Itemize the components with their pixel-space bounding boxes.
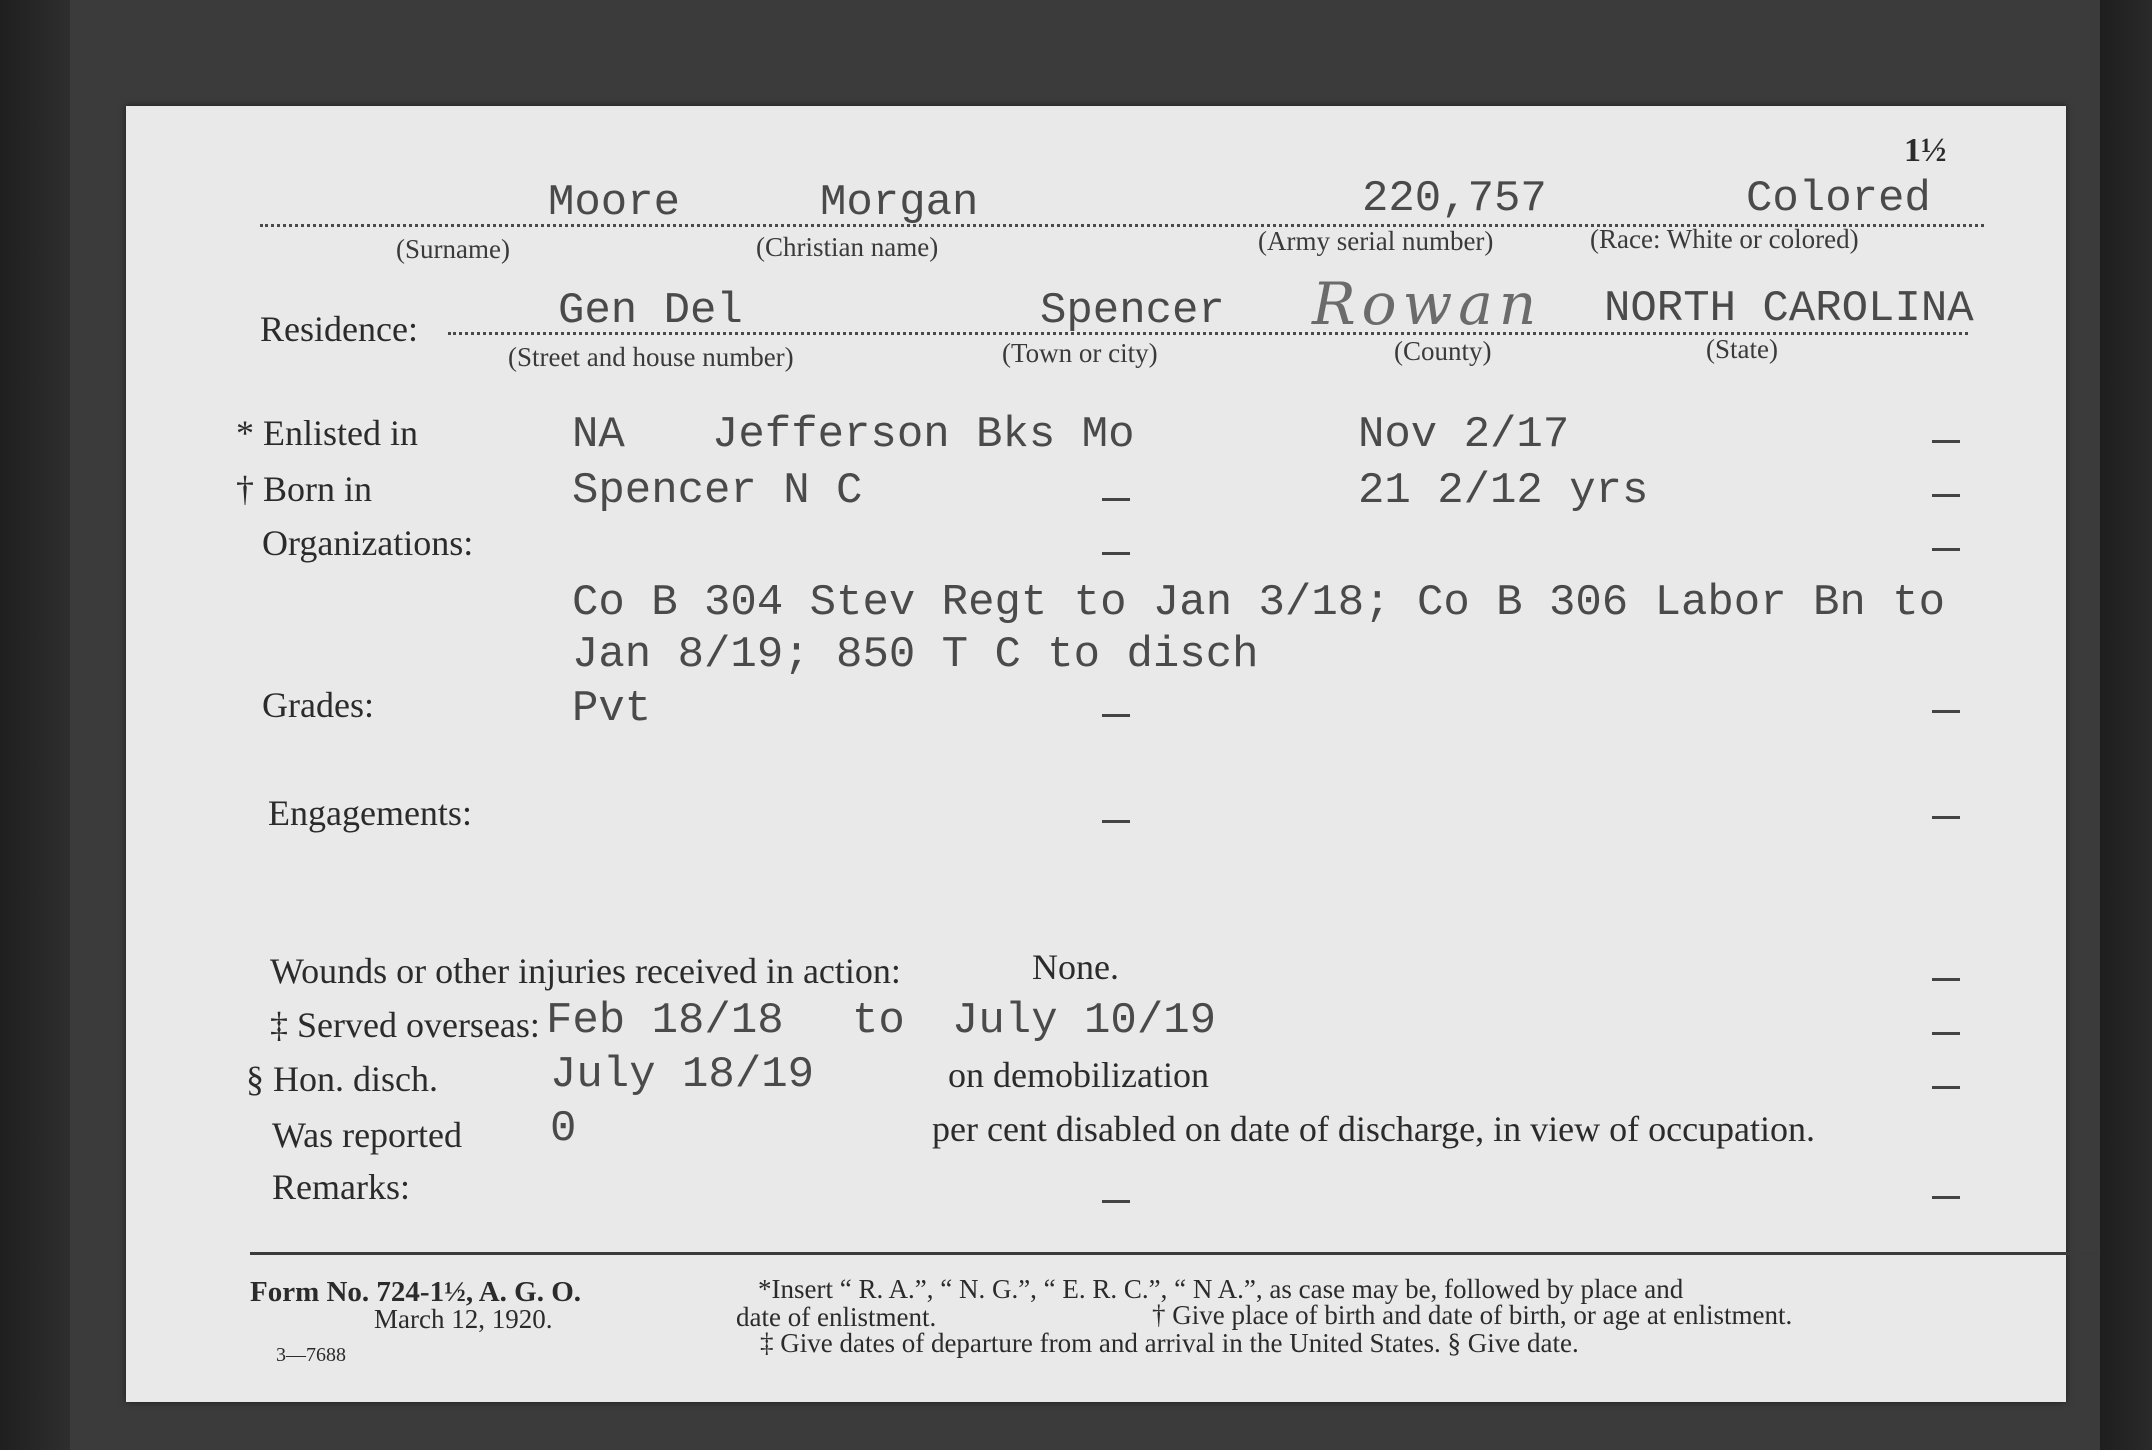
surname-value: Moore bbox=[548, 178, 681, 228]
enlisted-place-value: Jefferson Bks Mo bbox=[712, 410, 1135, 460]
born-place-value: Spencer N C bbox=[572, 466, 863, 516]
organizations-line-1: Co B 304 Stev Regt to Jan 3/18; Co B 306 Labor Bn to bbox=[572, 578, 1946, 628]
footnote-birth: † Give place of birth and date of birth, or age at enlistment. bbox=[1152, 1300, 1793, 1330]
footnote-insert: *Insert “ R. A.”, “ N. G.”, “ E. R. C.”, “ N A.”, as case may be, followed by place and bbox=[758, 1274, 1684, 1304]
engagements-mid-dash bbox=[1102, 820, 1130, 823]
overseas-right-dash bbox=[1932, 1032, 1960, 1035]
organizations-line-2: Jan 8/19; 850 T C to disch bbox=[572, 630, 1259, 680]
race-caption: (Race: White or colored) bbox=[1590, 224, 1859, 254]
wounds-value: None. bbox=[1032, 947, 1119, 987]
engagements-right-dash bbox=[1932, 816, 1960, 819]
served-overseas-label: ‡ Served overseas: bbox=[270, 1005, 540, 1045]
print-number: 3—7688 bbox=[276, 1344, 346, 1366]
hon-disch-label: § Hon. disch. bbox=[246, 1059, 438, 1099]
remarks-right-dash bbox=[1932, 1196, 1960, 1199]
born-age-value: 21 2/12 yrs bbox=[1358, 466, 1649, 516]
organizations-label: Organizations: bbox=[262, 523, 474, 563]
organizations-mid-dash bbox=[1102, 552, 1130, 555]
discharge-right-dash bbox=[1932, 1086, 1960, 1089]
disability-text: per cent disabled on date of discharge, in view of occupation. bbox=[932, 1109, 1816, 1149]
grades-right-dash bbox=[1932, 710, 1960, 713]
grades-value: Pvt bbox=[572, 684, 652, 734]
wounds-right-dash bbox=[1932, 978, 1960, 981]
christian-name-caption: (Christian name) bbox=[756, 232, 939, 262]
scan-border-right bbox=[2100, 0, 2152, 1450]
service-record-card bbox=[126, 106, 2066, 1402]
town-caption: (Town or city) bbox=[1002, 338, 1158, 368]
discharge-date-value: July 18/19 bbox=[550, 1050, 815, 1100]
state-caption: (State) bbox=[1706, 334, 1778, 364]
overseas-to-value: July 10/19 bbox=[952, 996, 1217, 1046]
born-mid-dash bbox=[1102, 498, 1130, 501]
surname-caption: (Surname) bbox=[396, 234, 510, 264]
enlisted-date-value: Nov 2/17 bbox=[1358, 410, 1570, 460]
disability-value: 0 bbox=[550, 1104, 577, 1154]
was-reported-label: Was reported bbox=[272, 1115, 463, 1155]
footnote-overseas-date: ‡ Give dates of departure from and arrival in the United States. § Give date. bbox=[760, 1328, 1579, 1358]
born-right-dash bbox=[1932, 494, 1960, 497]
engagements-label: Engagements: bbox=[268, 793, 472, 833]
christian-name-value: Morgan bbox=[820, 178, 979, 228]
remarks-mid-dash bbox=[1102, 1200, 1130, 1203]
scan-border-left bbox=[0, 0, 70, 1450]
serial-number-caption: (Army serial number) bbox=[1258, 226, 1494, 256]
residence-label: Residence: bbox=[260, 309, 418, 349]
overseas-to-word: to bbox=[852, 996, 905, 1046]
enlisted-component-value: NA bbox=[572, 410, 625, 460]
serial-number-value: 220,757 bbox=[1362, 174, 1547, 224]
race-value: Colored bbox=[1746, 174, 1931, 224]
form-date: March 12, 1920. bbox=[374, 1304, 553, 1334]
remarks-label: Remarks: bbox=[272, 1167, 410, 1207]
born-label: † Born in bbox=[236, 469, 373, 509]
form-number: Form No. 724-1½, A. G. O. bbox=[250, 1276, 582, 1308]
wounds-label: Wounds or other injuries received in action: bbox=[270, 951, 901, 991]
county-caption: (County) bbox=[1394, 336, 1492, 366]
grades-label: Grades: bbox=[262, 685, 374, 725]
residence-county-handwritten: Rowan bbox=[1312, 270, 1543, 338]
footnote-insert-cont: date of enlistment. bbox=[736, 1302, 937, 1332]
residence-street-value: Gen Del bbox=[558, 286, 743, 336]
corner-mark: 1½ bbox=[1904, 132, 1947, 169]
footer-rule bbox=[250, 1252, 2098, 1255]
residence-town-value: Spencer bbox=[1040, 286, 1225, 336]
discharge-note: on demobilization bbox=[948, 1055, 1209, 1095]
enlisted-right-dash bbox=[1932, 440, 1960, 443]
grades-mid-dash bbox=[1102, 714, 1130, 717]
enlisted-label: * Enlisted in bbox=[236, 413, 418, 453]
residence-state-value: NORTH CAROLINA bbox=[1604, 284, 1974, 334]
street-caption: (Street and house number) bbox=[508, 342, 794, 372]
organizations-right-dash bbox=[1932, 548, 1960, 551]
overseas-from-value: Feb 18/18 bbox=[546, 996, 784, 1046]
